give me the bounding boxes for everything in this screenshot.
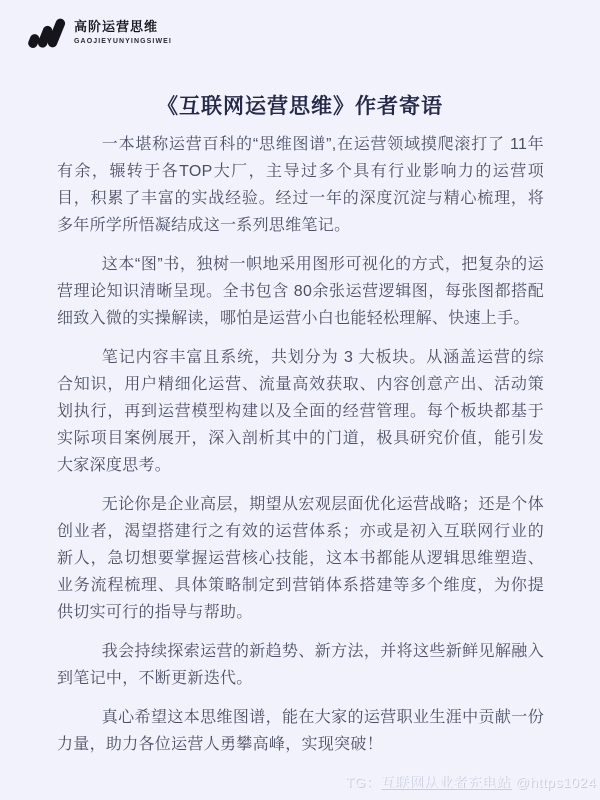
watermark-channel: 互联网从业者充电站	[380, 774, 511, 790]
paragraph-structure: 笔记内容丰富且系统，共划分为 3 大板块。从涵盖运营的综合知识，用户精细化运营、流量高效获取、内容创意产出、活动策划执行，再到运营模型构建以及全面的经营管理。每个板块都基于实际项目案例展开，深入剖析其中的门道，极具研究价值，能引发大家深度思考。	[57, 349, 544, 474]
paragraph-updates: 我会持续探索运营的新趋势、新方法，并将这些新鲜见解融入到笔记中，不断更新迭代。	[57, 643, 544, 687]
watermark-handle: @https1024	[510, 774, 596, 790]
brand-logo	[28, 16, 172, 50]
brand-text	[74, 19, 172, 47]
paragraph-wish: 真心希望这本思维图谱，能在大家的运营职业生涯中贡献一份力量，助力各位运营人勇攀高峰，实现突破！	[57, 709, 544, 753]
watermark-prefix: TG：	[345, 774, 381, 790]
telegram-watermark	[345, 772, 596, 792]
paragraph-intro: 一本堪称运营百科的“思维图谱”,在运营领域摸爬滚打了 11年有余，辗转于各TOP大厂，主导过多个具有行业影响力的运营项目，积累了丰富的实战经验。经过一年的深度沉淀与精心梳理，将多年所学所悟凝结成这一系列思维笔记。	[57, 136, 544, 234]
preface-body	[57, 131, 544, 770]
brand-subtitle: GAOJIEYUNYINGSIWEI	[74, 38, 172, 45]
brand-name: 高阶运营思维	[74, 19, 159, 34]
paragraph-book-style: 这本“图”书，独树一帜地采用图形可视化的方式，把复杂的运营理论知识清晰呈现。全书包含 80余张运营逻辑图，每张图都搭配细致入微的实操解读，哪怕是运营小白也能轻松理解、快速上手。	[57, 256, 544, 327]
page-title: 《互联网运营思维》作者寄语	[157, 95, 443, 118]
mountain-bars-icon	[28, 16, 66, 50]
paragraph-audience: 无论你是企业高层，期望从宏观层面优化运营战略；还是个体创业者，渴望搭建行之有效的运营体系；亦或是初入互联网行业的新人，急切想要掌握运营核心技能，这本书都能从逻辑思维塑造、业务流程梳理、具体策略制定到营销体系搭建等多个维度，为你提供切实可行的指导与帮助。	[57, 496, 544, 621]
